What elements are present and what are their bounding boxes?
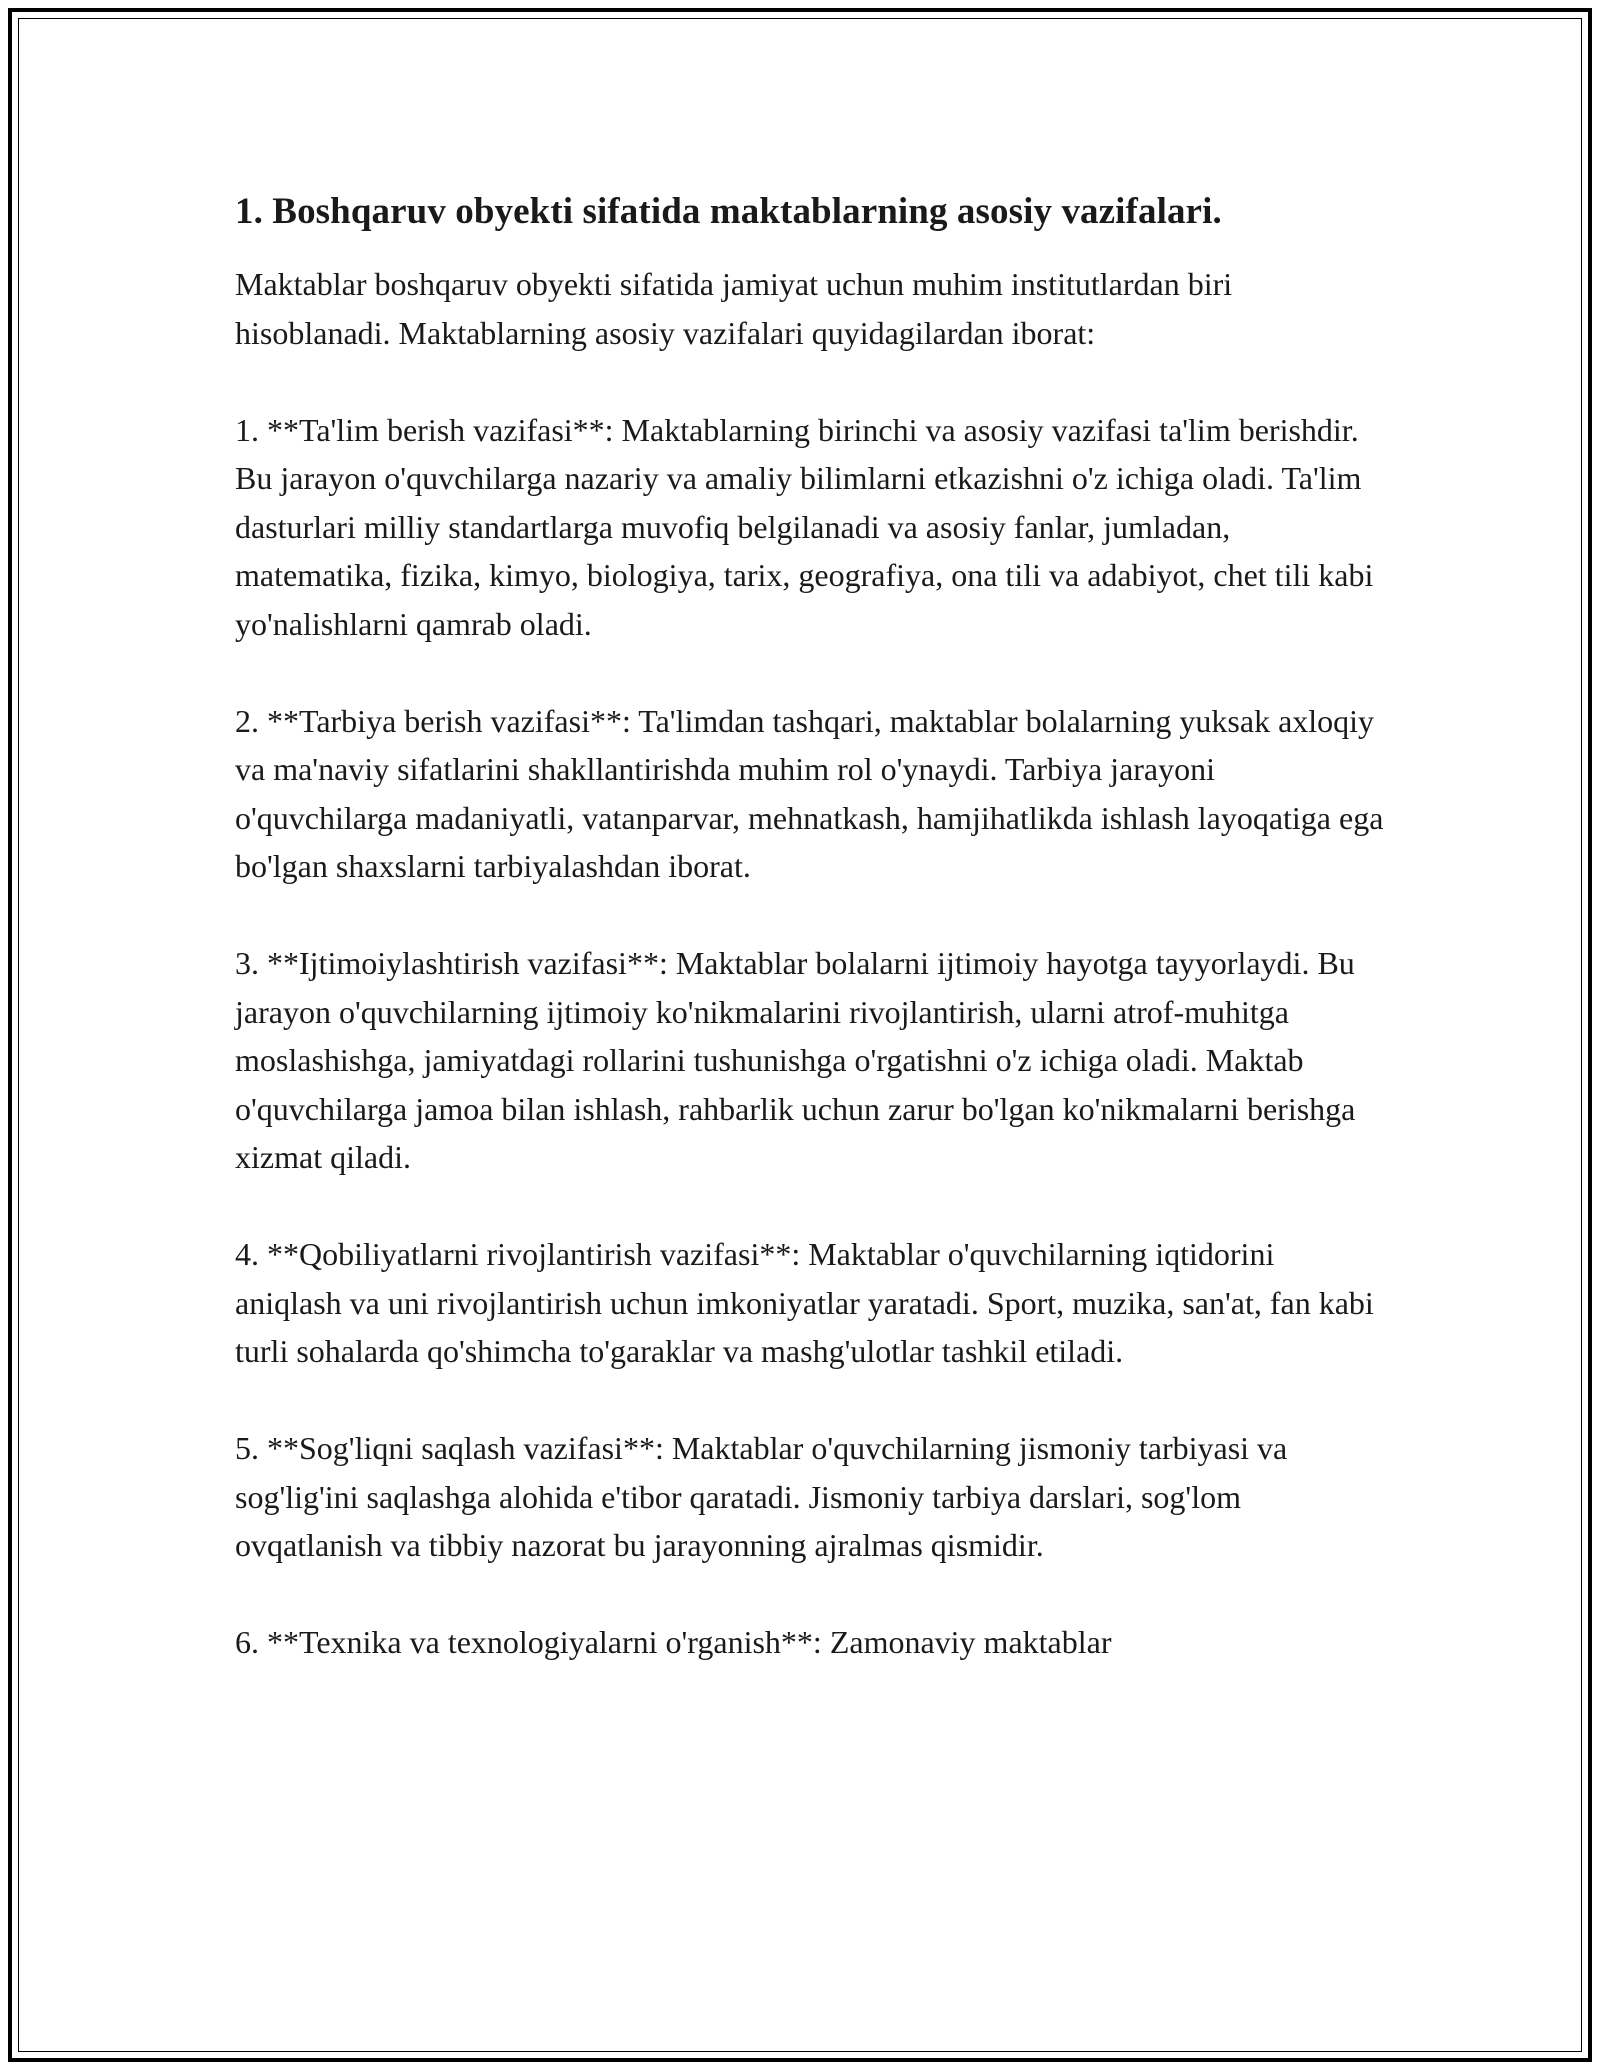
paragraph-item-3: 3. **Ijtimoiylashtirish vazifasi**: Maktablar bolalarni ijtimoiy hayotga tayyorlaydi. Bu jarayon o'quvchilarning ijtimoiy ko'nikmalarini rivojlantirish, ularni atrof-muhitga moslashishga, jamiyatdagi rollarini tushunishga o'rgatishni o'z ichiga oladi. Maktab o'quvchilarga jamoa bilan ishlash, rahbarlik uchun zarur bo'lgan ko'nikmalarni berishga xizmat qiladi. <box>235 945 1356 1175</box>
page-title: 1. Boshqaruv obyekti sifatida maktablarning asosiy vazifalari. <box>235 191 1222 232</box>
document-body <box>235 188 1385 1667</box>
paragraph-item-5: 5. **Sog'liqni saqlash vazifasi**: Maktablar o'quvchilarning jismoniy tarbiyasi va sog'lig'ini saqlashga alohida e'tibor qaratadi. Jismoniy tarbiya darslari, sog'lom ovqatlanish va tibbiy nazorat bu jarayonning ajralmas qismidir. <box>235 1430 1288 1563</box>
paragraph-item-4: 4. **Qobiliyatlarni rivojlantirish vazifasi**: Maktablar o'quvchilarning iqtidorini aniqlash va uni rivojlantirish uchun imkoniyatlar yaratadi. Sport, muzika, san'at, fan kabi turli sohalarda qo'shimcha to'garaklar va mashg'ulotlar tashkil etiladi. <box>235 1236 1374 1369</box>
paragraph-item-6: 6. **Texnika va texnologiyalarni o'rganish**: Zamonaviy maktablar <box>235 1624 1112 1660</box>
paragraph-item-2: 2. **Tarbiya berish vazifasi**: Ta'limdan tashqari, maktablar bolalarning yuksak axloqiy va ma'naviy sifatlarini shakllantirishda muhim rol o'ynaydi. Tarbiya jarayoni o'quvchilarga madaniyatli, vatanparvar, mehnatkash, hamjihatlikda ishlash layoqatiga ega bo'lgan shaxslarni tarbiyalashdan iborat. <box>235 702 1384 884</box>
paragraph-intro: Maktablar boshqaruv obyekti sifatida jamiyat uchun muhim institutlardan biri hisoblanadi. Maktablarning asosiy vazifalari quyidagilardan iborat: <box>235 266 1233 351</box>
paragraph-item-1: 1. **Ta'lim berish vazifasi**: Maktablarning birinchi va asosiy vazifasi ta'lim berishdir. Bu jarayon o'quvchilarga nazariy va amaliy bilimlarni etkazishni o'z ichiga oladi. Ta'lim dasturlari milliy standartlarga muvofiq belgilanadi va asosiy fanlar, jumladan, matematika, fizika, kimyo, biologiya, tarix, geografiya, ona tili va adabiyot, chet tili kabi yo'nalishlarni qamrab oladi. <box>235 411 1374 642</box>
